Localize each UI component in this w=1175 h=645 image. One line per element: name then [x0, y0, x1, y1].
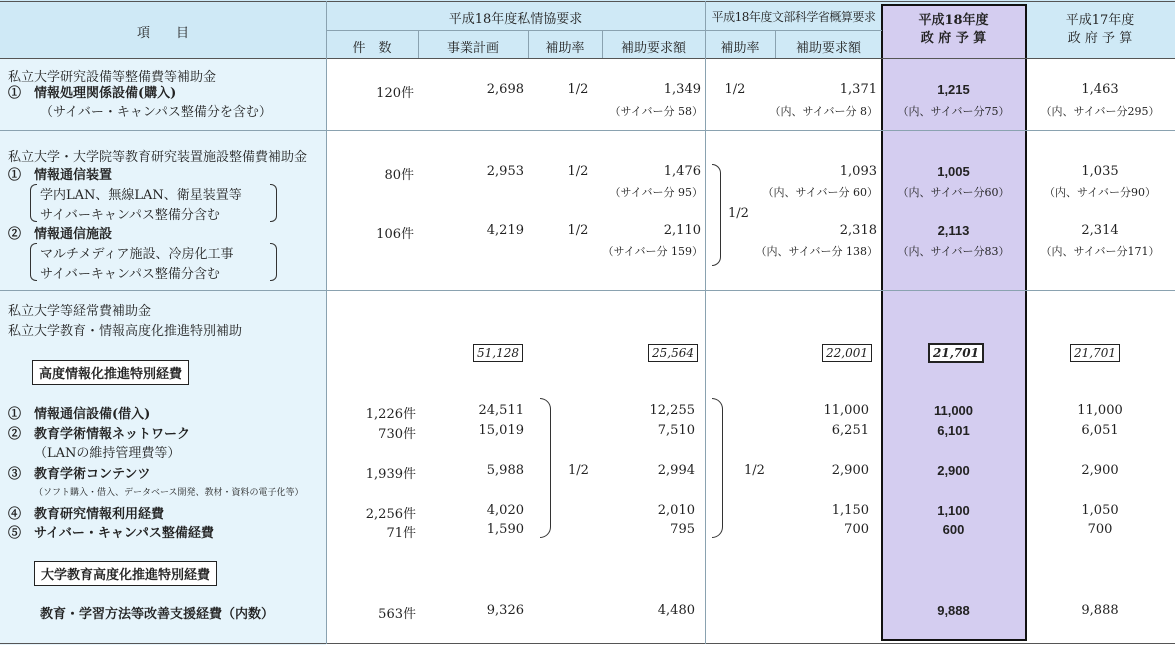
section2-item1-gov17: 1,035	[1081, 164, 1119, 179]
section3-title1: 私立大学等経常費補助金	[8, 304, 152, 319]
section1-request2: 1,371	[839, 82, 877, 97]
header-rate2: 補助率	[720, 41, 760, 56]
section2-item2-gov18: 2,113	[937, 223, 970, 238]
section3-item2-sub: （LANの維持管理費等）	[34, 446, 181, 461]
section2-item1-gov17-note: （内、サイバー分90）	[1043, 186, 1156, 199]
section3-item2-request2: 6,251	[831, 423, 869, 438]
section3-item1-request: 12,255	[649, 403, 695, 418]
section3-item1-gov18: 11,000	[933, 403, 974, 418]
section2-item2-request2: 2,318	[839, 223, 877, 238]
section3-total-request: 25,564	[648, 344, 698, 362]
section2-item2-paren	[30, 243, 37, 281]
header-gov18: 平成18年度 政 府 予 算	[918, 13, 989, 46]
section3-item1-label: ① 情報通信設備(借入)	[8, 407, 151, 422]
section3-item5-request2: 700	[844, 522, 869, 537]
section3-item5-gov18: 600	[942, 522, 965, 537]
section3-item3-request2: 2,900	[831, 463, 869, 478]
section2-item2-sub1: マルチメディア施設、冷房化工事	[40, 247, 234, 262]
gov18-column-frame	[881, 4, 1027, 641]
section2-item2-paren-right	[270, 243, 277, 281]
section1-gov18: 1,215	[937, 82, 970, 97]
section3-rate: 1/2	[568, 463, 589, 478]
section3-item3-plan: 5,988	[486, 463, 524, 478]
section2-item2-request-note: （サイバー分 159）	[602, 245, 703, 258]
header-count: 件 数	[352, 41, 392, 56]
section3-item4-request2: 1,150	[831, 503, 869, 518]
section3-title2: 私立大学教育・情報高度化推進特別補助	[8, 324, 243, 339]
section1-rate2: 1/2	[724, 82, 746, 97]
section1-gov17: 1,463	[1081, 82, 1119, 97]
section3-item5-count: 71件	[386, 526, 416, 541]
section2-item1-gov18: 1,005	[937, 164, 970, 179]
section2-item1-sub1: 学内LAN、無線LAN、衛星装置等	[40, 188, 242, 203]
section3-item4-count: 2,256件	[365, 507, 416, 522]
section1-request2-note: （内、サイバー分 8）	[769, 105, 878, 118]
section3-total-gov17: 21,701	[1070, 344, 1120, 362]
section3-item5-request: 795	[670, 522, 695, 537]
section3-total-request2: 22,001	[822, 344, 872, 362]
section2-item1-request2-note: （内、サイバー分 60）	[762, 186, 878, 199]
header-group-private: 平成18年度私情協要求	[448, 12, 583, 27]
section1-count: 120件	[376, 86, 414, 101]
section2-item1-count: 80件	[384, 168, 414, 183]
section3-item3-count: 1,939件	[365, 467, 416, 482]
section3-item1-gov17: 11,000	[1077, 403, 1123, 418]
section2-item1-request-note: （サイバー分 95）	[609, 186, 703, 199]
section3-label-box1: 高度情報化推進特別経費	[32, 360, 189, 385]
section1-item-sub: （サイバー・キャンパス整備分を含む）	[40, 105, 272, 120]
section2-item2-gov17-note: （内、サイバー分171）	[1040, 245, 1160, 258]
section3-label-box2: 大学教育高度化推進特別経費	[34, 561, 217, 586]
section3-rate2-brace	[712, 398, 723, 538]
section3-item2-count: 730件	[378, 427, 416, 442]
section3-total-plan: 51,128	[473, 344, 523, 362]
section3-last-gov18: 9,888	[937, 603, 970, 618]
header-request2: 補助要求額	[795, 41, 861, 56]
section1-title: 私立大学研究設備等整備費等補助金	[8, 70, 217, 85]
section2-item1-rate: 1/2	[567, 164, 589, 179]
section3-item4-gov17: 1,050	[1081, 503, 1119, 518]
section3-item2-request: 7,510	[657, 423, 695, 438]
header-item: 項 目	[136, 26, 189, 41]
section3-item4-gov18: 1,100	[937, 503, 970, 518]
header-request: 補助要求額	[620, 41, 686, 56]
section2-item2-request2-note: （内、サイバー分 138）	[755, 245, 878, 258]
section3-item2-gov18: 6,101	[937, 423, 970, 438]
section3-rate-brace	[540, 398, 551, 538]
section1-item-label: ① 情報処理関係設備(購入)	[8, 86, 177, 101]
section2-item1-paren-right	[270, 184, 277, 222]
header-group-mext: 平成18年度文部科学省概算要求	[711, 10, 876, 24]
section2-item2-label: ② 情報通信施設	[8, 227, 113, 242]
section2-item2-plan: 4,219	[486, 223, 524, 238]
section3-item1-count: 1,226件	[365, 407, 416, 422]
section2-item1-request2: 1,093	[839, 164, 877, 179]
section3-item1-request2: 11,000	[823, 403, 869, 418]
section1-gov17-note: （内、サイバー分295）	[1040, 105, 1160, 118]
section3-item4-request: 2,010	[657, 503, 695, 518]
header-plan: 事業計画	[446, 41, 499, 56]
section2-title: 私立大学・大学院等教育研究装置施設整備費補助金	[8, 150, 308, 165]
section2-item2-sub2: サイバーキャンパス整備分含む	[40, 267, 220, 282]
section2-item1-gov18-note: （内、サイバー分60）	[897, 186, 1010, 199]
section3-item5-plan: 1,590	[486, 522, 524, 537]
section3-last-label: 教育・学習方法等改善支援経費（内数）	[40, 607, 275, 622]
section2-item1-plan: 2,953	[486, 164, 524, 179]
section2-item2-gov17: 2,314	[1081, 223, 1119, 238]
section2-item1-request: 1,476	[663, 164, 701, 179]
section3-last-count: 563件	[378, 607, 416, 622]
section1-gov18-note: （内、サイバー分75）	[897, 105, 1010, 118]
header-gov17: 平成17年度 政 府 予 算	[1065, 13, 1135, 46]
section3-rate2: 1/2	[744, 463, 765, 478]
section3-item3-label: ③ 教育学術コンテンツ	[8, 467, 151, 482]
section2-item1-paren	[30, 184, 37, 222]
section2-rate2-brace	[712, 164, 721, 266]
section2-item2-rate: 1/2	[567, 223, 589, 238]
section2-rate2: 1/2	[728, 206, 749, 221]
section3-item5-gov17: 700	[1087, 522, 1113, 537]
section3-item3-sub: （ソフト購入・借入、データベース開発、教材・資料の電子化等）	[34, 488, 304, 498]
section3-total-gov18: 21,701	[928, 343, 984, 363]
section3-item5-label: ⑤ サイバー・キャンパス整備経費	[8, 526, 214, 541]
section1-request: 1,349	[663, 82, 701, 97]
section3-item4-label: ④ 教育研究情報利用経費	[8, 507, 165, 522]
section2-item2-gov18-note: （内、サイバー分83）	[897, 245, 1010, 258]
section3-item1-plan: 24,511	[478, 403, 524, 418]
section2-item2-request: 2,110	[663, 223, 701, 238]
section3-item4-plan: 4,020	[486, 503, 524, 518]
section1-rate: 1/2	[567, 82, 589, 97]
section3-last-request: 4,480	[657, 603, 695, 618]
section3-item3-request: 2,994	[657, 463, 695, 478]
section1-request-note: （サイバー分 58）	[609, 105, 703, 118]
section2-item1-label: ① 情報通信装置	[8, 168, 113, 183]
header-rate: 補助率	[545, 41, 585, 56]
section3-last-plan: 9,326	[486, 603, 524, 618]
section3-last-gov17: 9,888	[1081, 603, 1119, 618]
section3-item3-gov17: 2,900	[1081, 463, 1119, 478]
section2-item1-sub2: サイバーキャンパス整備分含む	[40, 208, 220, 223]
section1-plan: 2,698	[486, 82, 524, 97]
section3-item3-gov18: 2,900	[937, 463, 970, 478]
section2-item2-count: 106件	[376, 227, 414, 242]
section3-item2-gov17: 6,051	[1081, 423, 1119, 438]
section3-item2-label: ② 教育学術情報ネットワーク	[8, 427, 191, 442]
section3-item2-plan: 15,019	[478, 423, 524, 438]
